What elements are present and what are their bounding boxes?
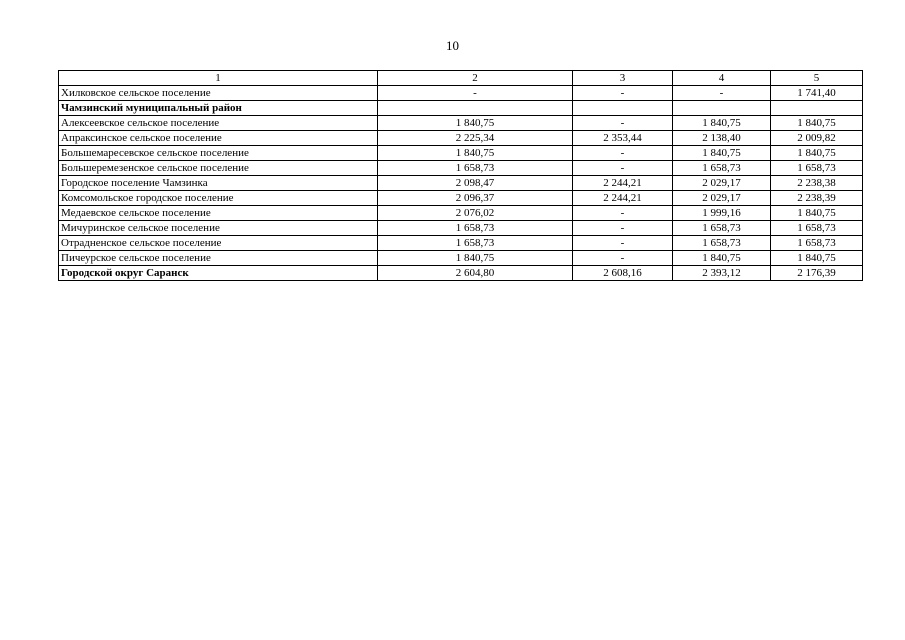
table-cell: 1 658,73 (771, 236, 863, 251)
table-cell: 1 658,73 (771, 161, 863, 176)
column-header: 3 (573, 71, 673, 86)
column-header: 2 (378, 71, 573, 86)
table-cell: - (573, 206, 673, 221)
table-cell: 2 608,16 (573, 266, 673, 281)
table-row (59, 221, 863, 236)
table-cell: - (378, 86, 573, 101)
table-cell: 2 393,12 (673, 266, 771, 281)
table-row (59, 131, 863, 146)
table-cell: 1 999,16 (673, 206, 771, 221)
table-cell: - (573, 146, 673, 161)
table-row-city-district (59, 266, 863, 281)
table-row (59, 206, 863, 221)
table-cell: 1 840,75 (673, 251, 771, 266)
table-cell: 1 840,75 (771, 251, 863, 266)
table-cell: 1 840,75 (378, 251, 573, 266)
settlement-name: Мичуринское сельское поселение (59, 221, 378, 236)
table-cell (378, 101, 573, 116)
table-cell: 1 658,73 (673, 161, 771, 176)
settlement-name: Большемаресевское сельское поселение (59, 146, 378, 161)
table-cell: 2 238,38 (771, 176, 863, 191)
table-cell: 1 840,75 (673, 146, 771, 161)
table-row (59, 116, 863, 131)
table-cell: 2 098,47 (378, 176, 573, 191)
table-cell: 1 840,75 (378, 146, 573, 161)
table-cell: 1 840,75 (771, 116, 863, 131)
table-cell: 2 244,21 (573, 176, 673, 191)
settlement-name: Пичеурское сельское поселение (59, 251, 378, 266)
table-cell: - (673, 86, 771, 101)
table-cell: 2 029,17 (673, 176, 771, 191)
table-cell: 2 244,21 (573, 191, 673, 206)
table-row-district (59, 101, 863, 116)
table-header-row (59, 71, 863, 86)
table-cell: 1 658,73 (378, 161, 573, 176)
table-cell: 1 840,75 (378, 116, 573, 131)
table-cell: 1 741,40 (771, 86, 863, 101)
column-header: 4 (673, 71, 771, 86)
city-district-name: Городской округ Саранск (59, 266, 378, 281)
settlement-name: Медаевское сельское поселение (59, 206, 378, 221)
settlement-name: Отрадненское сельское поселение (59, 236, 378, 251)
table-cell: - (573, 251, 673, 266)
table-row (59, 161, 863, 176)
table-row (59, 146, 863, 161)
table-cell: 2 076,02 (378, 206, 573, 221)
table-cell: - (573, 161, 673, 176)
table-cell: 2 353,44 (573, 131, 673, 146)
table-cell: 2 096,37 (378, 191, 573, 206)
table-cell: 1 658,73 (673, 221, 771, 236)
table-cell: 1 658,73 (673, 236, 771, 251)
table-cell: 2 138,40 (673, 131, 771, 146)
table-cell: 2 009,82 (771, 131, 863, 146)
table-cell: 1 840,75 (673, 116, 771, 131)
settlement-name: Большеремезенское сельское поселение (59, 161, 378, 176)
table-cell: 1 658,73 (771, 221, 863, 236)
settlement-name: Комсомольское городское поселение (59, 191, 378, 206)
settlement-name: Апраксинское сельское поселение (59, 131, 378, 146)
district-name: Чамзинский муниципальный район (59, 101, 378, 116)
table-cell (771, 101, 863, 116)
table-cell: 1 658,73 (378, 236, 573, 251)
table-cell: 2 225,34 (378, 131, 573, 146)
table-row (59, 191, 863, 206)
table-cell: 2 029,17 (673, 191, 771, 206)
table-row (59, 86, 863, 101)
settlement-name: Хилковское сельское поселение (59, 86, 378, 101)
table-cell: 1 840,75 (771, 146, 863, 161)
column-header: 5 (771, 71, 863, 86)
page-number: 10 (446, 38, 459, 53)
table-cell (673, 101, 771, 116)
settlement-name: Алексеевское сельское поселение (59, 116, 378, 131)
tariff-table (58, 70, 863, 281)
table-cell: - (573, 86, 673, 101)
column-header: 1 (59, 71, 378, 86)
table-cell: 1 658,73 (378, 221, 573, 236)
settlement-name: Городское поселение Чамзинка (59, 176, 378, 191)
table-cell: 1 840,75 (771, 206, 863, 221)
table-row (59, 176, 863, 191)
table-cell: - (573, 236, 673, 251)
table-cell: 2 176,39 (771, 266, 863, 281)
table-cell: - (573, 221, 673, 236)
table-cell: - (573, 116, 673, 131)
table-row (59, 236, 863, 251)
table-cell: 2 604,80 (378, 266, 573, 281)
table-cell: 2 238,39 (771, 191, 863, 206)
table-row (59, 251, 863, 266)
table-cell (573, 101, 673, 116)
